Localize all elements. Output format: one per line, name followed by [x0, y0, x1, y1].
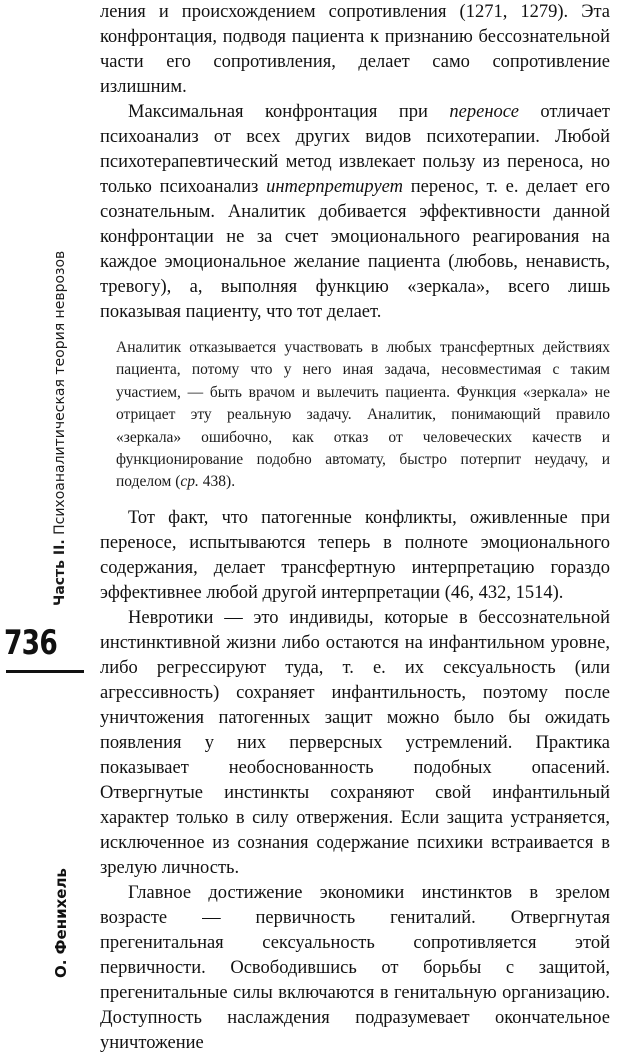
paragraph-5: Главное достижение экономики инстинктов в зрелом возрасте — первичность гениталий. Отвергнутая прегенитальная сексуальность сопротивляется этой первичности. Освободившись от борьбы с защитой, прегенитальные силы включаются в генитальную организацию. Доступность наслаждения подразумевает окончательное уничтожение — [100, 882, 610, 1053]
text-run: Максимальная конфронтация при — [128, 102, 450, 122]
page-number-rule — [6, 670, 84, 673]
paragraph-3: Тот факт, что патогенные конфликты, оживленные при переносе, испытываются теперь в полноте эмоционального содержания, делает трансфертную интерпретацию гораздо эффективнее любой другой интерпретации (46, 432, 1514). — [100, 507, 610, 603]
emphasis-interprets: интерпретирует — [266, 177, 403, 197]
page-number: 736 — [4, 623, 58, 663]
part-title: Психоаналитическая теория неврозов — [52, 250, 68, 535]
emphasis-transference: переносе — [449, 102, 519, 122]
running-title — [52, 186, 68, 606]
paragraph-4: Невротики — это индивиды, которые в бессознательной инстинктивной жизни либо остаются на инфантильном уровне, либо регрессируют туда, т. е. их сексуальность (или агрессивность) сохраняет инфантильность, поэтому после уничтожения патогенных защит можно было бы ожидать появления у них перверсных устремлений. Практика показывает необоснованность подобных опасений. Отвергнутые инстинкты сохраняют свой инфантильный характер только в силу отвержения. Если защита устраняется, исключенное из сознания содержание психики встраивается в зрелую личность. — [100, 607, 610, 878]
body-text — [100, 0, 610, 1056]
part-label: Часть II. — [52, 539, 68, 606]
text-run: 438). — [198, 473, 236, 491]
emphasis-cf: ср. — [180, 473, 199, 491]
author-name: О. Фенихель — [52, 868, 70, 978]
block-quote — [116, 337, 610, 494]
text-run: перенос, т. е. делает его сознательным. Аналитик добивается эффективности данной конфронтации не за счет эмоционального реагирования на каждое эмоциональное желание пациента (любовь, ненависть, тревогу), а, выполняя функцию «зеркала», всего лишь показывая пациенту, что тот делает. — [100, 177, 610, 322]
paragraph-1: ления и происхождением сопротивления (1271, 1279). Эта конфронтация, подводя пациента к признанию бессознательной части его сопротивления, делает само сопротивление излишним. — [100, 2, 610, 97]
paragraph-2 — [100, 100, 610, 325]
text-run: отличает психоанализ от всех других видов психотерапии. Любой психотерапевтический метод извлекает пользу из переноса, но только психоанализ — [100, 102, 610, 197]
text-run: Аналитик отказывается участвовать в любых трансфертных действиях пациента, потому что у него иная задача, несовместимая с таким участием, — быть врачом и вылечить пациента. Функция «зеркала» не отрицает эту реальную задачу. Аналитик, понимающий правило «зеркала» ошибочно, как отказ от человеческих качеств и функционирование подобно автомату, быстро потерпит неудачу, и поделом ( — [116, 339, 610, 491]
